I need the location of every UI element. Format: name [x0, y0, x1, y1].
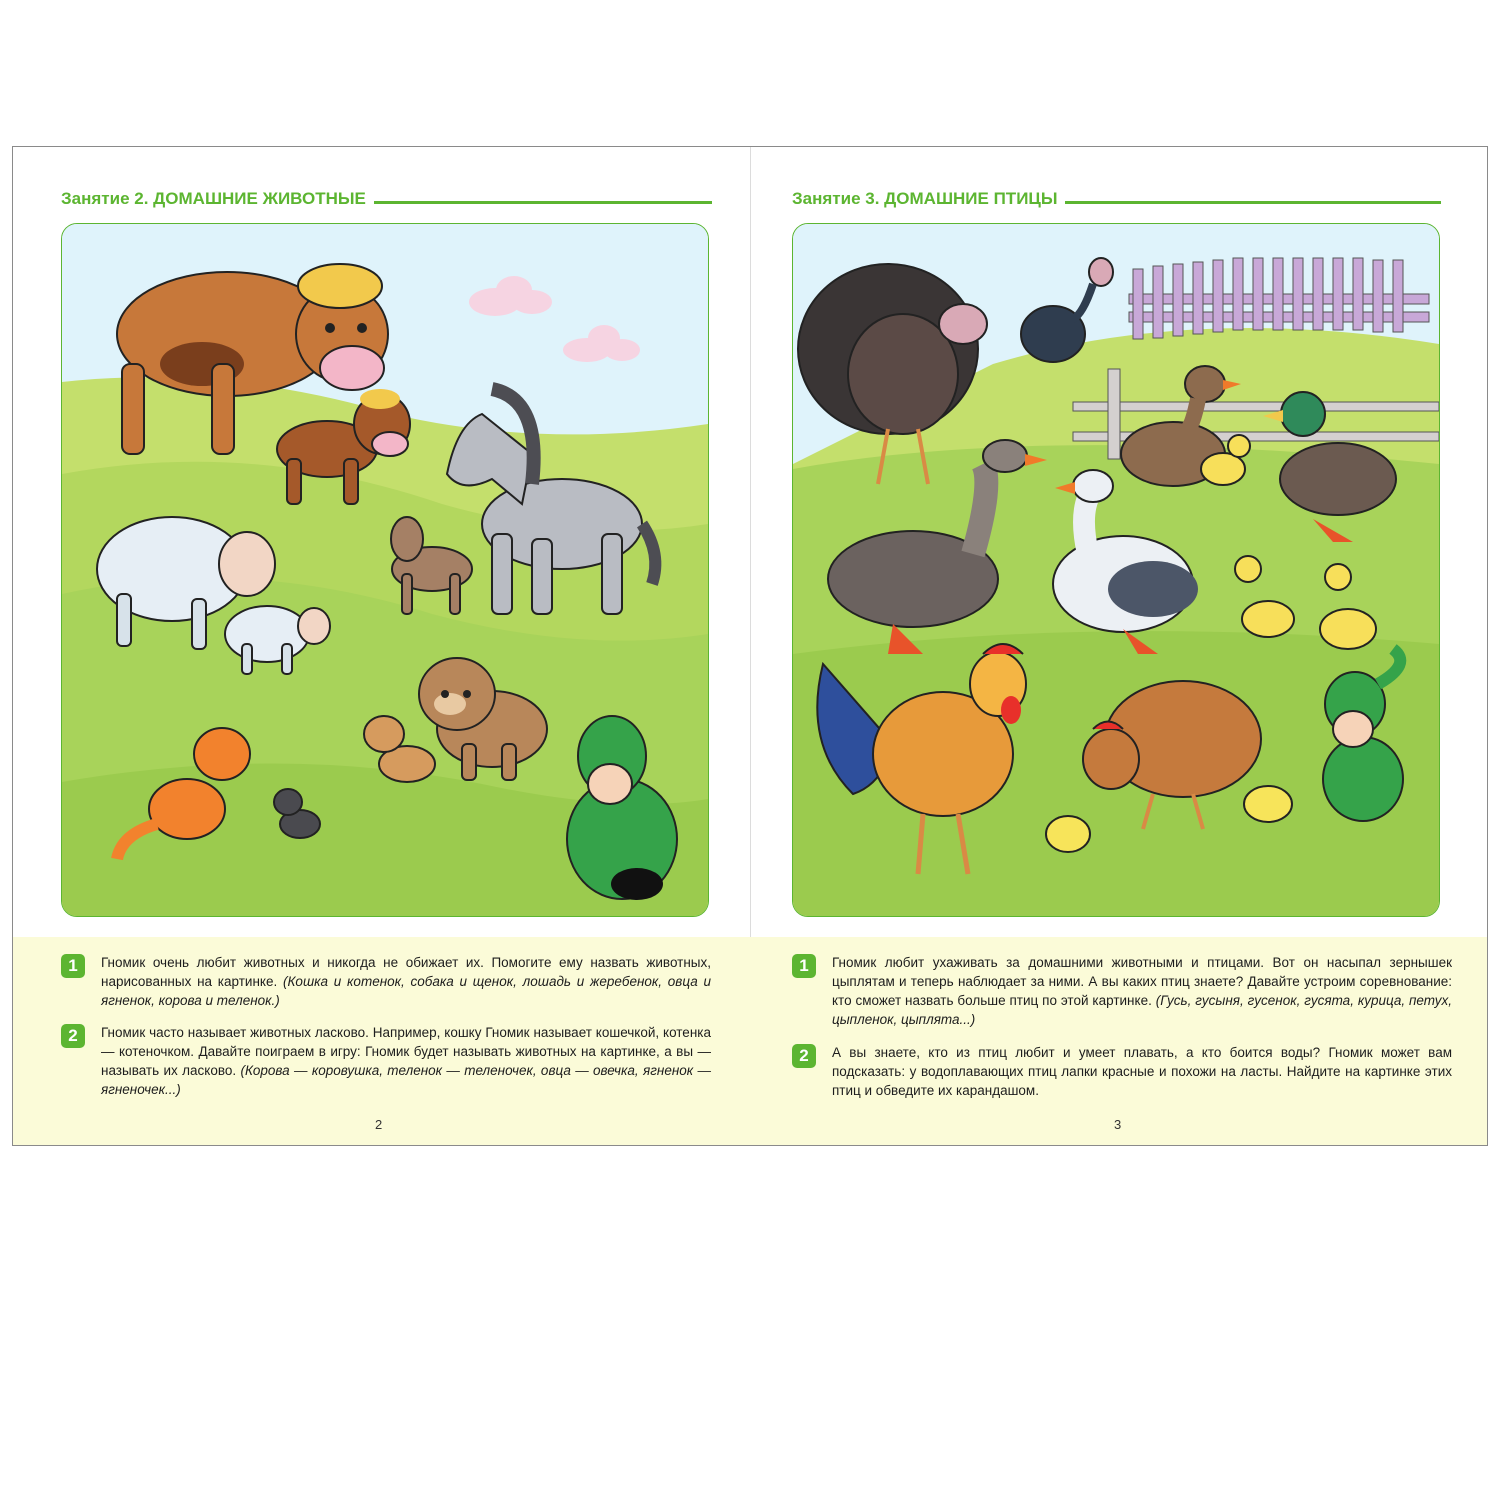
right-text-band	[750, 937, 1487, 1145]
heading-rule	[374, 201, 712, 204]
task-1	[61, 953, 711, 1010]
task-text: Гномик часто называет животных ласково. Например, кошку Гномик называет кошечкой, котенка — котеночком. Давайте поиграем в игру: Гномик будет называть животных на картинке, а вы — называть их ласково. (Корова — коровушка, теленок — теленочек, овца — овечка, ягненок — ягненочек...)	[101, 1025, 711, 1097]
lesson-title: Занятие 3. ДОМАШНИЕ ПТИЦЫ	[792, 189, 1058, 208]
birds-illustration	[792, 223, 1440, 917]
right-heading	[792, 185, 1441, 209]
task-text: Гномик очень любит животных и никогда не обижает их. Помогите ему назвать животных, нарисованных на картинке. (Кошка и котенок, собака и щенок, лошадь и жеребенок, овца и ягненок, корова и теленок.)	[101, 955, 711, 1008]
task-2	[61, 1023, 711, 1099]
task-1	[792, 953, 1452, 1029]
task-answer: (Кошка и котенок, собака и щенок, лошадь и жеребенок, овца и ягненок, корова и теленок.)	[101, 974, 711, 1008]
page-number: 3	[1114, 1117, 1122, 1132]
task-text: Гномик любит ухаживать за домашними животными и птицами. Вот он насыпал зернышек цыплятам и теперь наблюдает за ними. А вы каких птиц знаете? Давайте устроим соревнование: кто сможет назвать больше птиц по этой картинке. (Гусь, гусыня, гусенок, гусята, курица, петух, цыпленок, цыплята...)	[832, 955, 1452, 1027]
left-heading	[61, 185, 712, 209]
task-answer: (Гусь, гусыня, гусенок, гусята, курица, петух, цыпленок, цыплята...)	[832, 993, 1452, 1027]
left-page	[13, 147, 750, 1145]
task-text: А вы знаете, кто из птиц любит и умеет плавать, а кто боится воды? Гномик может вам подсказать: у водоплавающих птиц лапки красные и похожи на ласты. Найдите на картинке этих птиц и обведите их карандашом.	[832, 1045, 1452, 1098]
task-number: 2	[61, 1024, 85, 1048]
book-spread	[12, 146, 1488, 1146]
animals-illustration	[61, 223, 709, 917]
task-2	[792, 1043, 1452, 1100]
lesson-title: Занятие 2. ДОМАШНИЕ ЖИВОТНЫЕ	[61, 189, 366, 208]
task-answer: (Корова — коровушка, теленок — теленочек, овца — овечка, ягненок — ягненочек...)	[101, 1063, 711, 1097]
page-number: 2	[375, 1117, 383, 1132]
task-number: 1	[61, 954, 85, 978]
right-page	[750, 147, 1487, 1145]
heading-rule	[1065, 201, 1441, 204]
left-text-band	[13, 937, 750, 1145]
task-number: 1	[792, 954, 816, 978]
task-number: 2	[792, 1044, 816, 1068]
